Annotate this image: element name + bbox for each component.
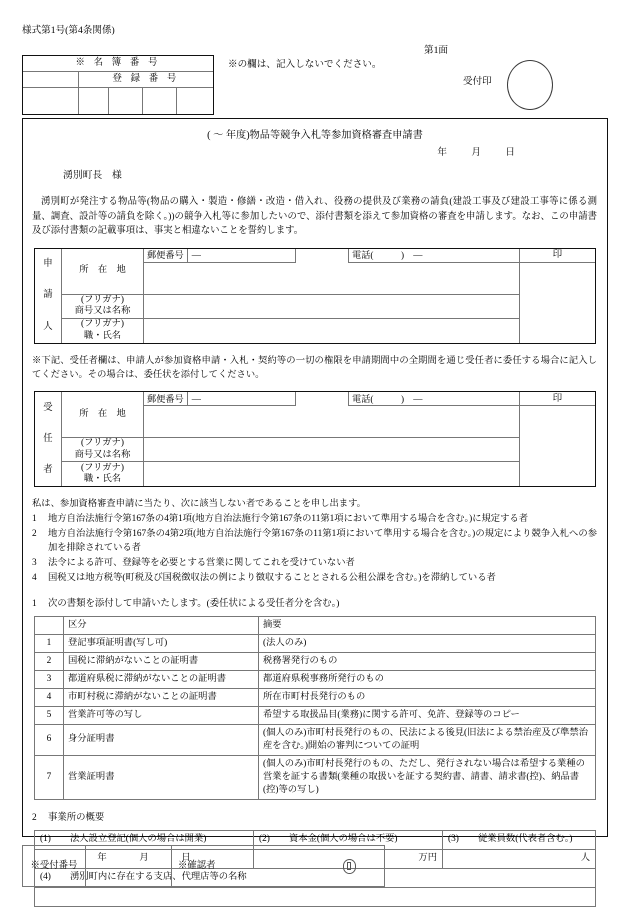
receipt-row: [22, 845, 385, 887]
registry-input-5[interactable]: [177, 88, 213, 114]
delegate-furigana-label-2: (フリガナ): [81, 462, 124, 473]
applicant-address-label: 所 在 地: [62, 249, 143, 295]
business-item2-index: (2): [259, 834, 270, 845]
applicant-postal-input[interactable]: —: [188, 249, 296, 263]
row-kubun: 登記事項証明書(写し可): [64, 634, 259, 652]
delegate-note: ※下記、受任者欄は、申請人が参加資格申請・入札・契約等の一切の権限を申請期間中の全期間を通じ受任者に委任する場合に記入してください。その場合は、委任状を添付してください。: [32, 355, 597, 381]
attachments-heading: [23, 598, 607, 611]
row-no: 3: [35, 670, 64, 688]
form-code: 様式第1号(第4条関係): [22, 25, 115, 36]
business-item3-index: (3): [448, 834, 459, 845]
applicant-vertical-label: [35, 249, 62, 343]
delegate-row-labels: [62, 392, 144, 486]
delegate-seal-column: [520, 392, 595, 486]
business-item1-index: (1): [40, 834, 51, 845]
delegate-furigana-label-1: (フリガナ): [81, 438, 124, 449]
row-no: 5: [35, 706, 64, 724]
clause-number: 3: [32, 558, 37, 569]
no-fill-note: ※の欄は、記入しないでください。: [228, 59, 382, 70]
delegate-postal-box: [144, 392, 296, 406]
business-heading: [23, 812, 607, 825]
clause-number: 2: [32, 529, 37, 540]
applicant-table: [34, 248, 596, 344]
delegate-table: [34, 391, 596, 487]
receipt-stamp-label: 受付印: [463, 76, 492, 87]
row-no: 2: [35, 652, 64, 670]
row-kubun: 営業許可等の写し: [64, 706, 259, 724]
table-row: [35, 634, 596, 652]
addressee: 湧別町長 様: [63, 169, 122, 181]
delegate-company-field[interactable]: [144, 438, 519, 462]
receipt-number-label: ※受付番号: [22, 845, 86, 887]
business-month-label: 月: [139, 853, 149, 864]
business-item3-label-cell: [443, 830, 596, 849]
delegate-name-field[interactable]: [144, 462, 519, 486]
applicant-vlabel-3: 人: [43, 321, 53, 332]
table-row: [35, 724, 596, 755]
delegate-body: [62, 392, 595, 486]
row-tekiyo: 税務署発行のもの: [259, 652, 596, 670]
delegate-tel-box: [348, 392, 520, 406]
attachments-section-title: 次の書類を添付して申請いたします。(委任状による受任者分を含む。): [48, 599, 340, 610]
attachments-section-number: 1: [32, 599, 37, 610]
applicant-seal-label: 印: [520, 249, 595, 263]
seal-icon: [343, 859, 356, 874]
delegate-tel-label[interactable]: 電話( ) —: [348, 392, 520, 406]
delegate-seal-field[interactable]: [520, 406, 595, 486]
declaration-clause: [32, 528, 597, 556]
delegate-company-label-group: [62, 438, 143, 462]
row-kubun: 市町村税に滞納がないことの証明書: [64, 688, 259, 706]
declaration-clause: [32, 572, 597, 586]
row-kubun: 営業証明書: [64, 755, 259, 799]
row-tekiyo: 所在市町村長発行のもの: [259, 688, 596, 706]
delegate-vlabel-2: 任: [43, 434, 53, 445]
confirmer-label: ※確認者: [178, 860, 216, 871]
submission-date-line: [23, 147, 607, 160]
row-no: 7: [35, 755, 64, 799]
registry-input-4[interactable]: [143, 88, 177, 114]
delegate-name-label: 職・氏名: [83, 474, 122, 485]
applicant-tel-label[interactable]: 電話( ) —: [348, 249, 520, 263]
table-row: [35, 670, 596, 688]
registry-input-row: [23, 88, 213, 114]
table-header-row: [35, 616, 596, 634]
row-kubun: 都道府県税に滞納がないことの証明書: [64, 670, 259, 688]
registry-subtitle-row: [23, 72, 213, 88]
business-section-number: 2: [32, 812, 37, 823]
intro-paragraph: 湧別町が発注する物品等(物品の購入・製造・修繕・改造・借入れ、役務の提供及び業務の請負(建設工事及び建設工事等に係る測量、調査、設計等の請負を除く。))の競争入札等に参加したいので、添付書類を添えて参加資格の審査を申請します。なお、この申請書及び添付書類の記載事項は、事実と相違ないことを誓約します。: [32, 196, 597, 237]
registry-input-1[interactable]: [23, 88, 79, 114]
applicant-furigana-label-1: (フリガナ): [81, 294, 124, 305]
clause-text: 国税又は地方税等(町税及び国税徴収法の例により徴収することとされる公租公課を含む。)を滞納している者: [48, 573, 496, 584]
applicant-seal-column: [520, 249, 595, 343]
row-no: 4: [35, 688, 64, 706]
business-item3-label: 従業員数(代表者含む。): [478, 834, 573, 845]
registry-subtitle: 登 録 番 号: [112, 74, 180, 84]
receipt-number-field[interactable]: [86, 845, 172, 887]
registry-input-2[interactable]: [79, 88, 109, 114]
applicant-vlabel-2: 請: [43, 290, 53, 301]
applicant-body: [62, 249, 595, 343]
registry-title: ※ 名 簿 番 号: [75, 58, 161, 68]
row-no: 6: [35, 724, 64, 755]
applicant-seal-field[interactable]: [520, 263, 595, 343]
page-face-label: 第1面: [424, 45, 448, 56]
date-year-label: 年: [437, 146, 447, 158]
business-item3-value[interactable]: [443, 849, 596, 868]
date-day-label: 日: [505, 146, 515, 158]
business-year-label: 年: [97, 853, 107, 864]
business-capital-unit: 万円: [418, 853, 437, 864]
header-no: [35, 616, 64, 634]
attachments-table: [34, 616, 596, 800]
business-day-label: 日: [181, 853, 191, 864]
applicant-tel-box: [348, 249, 520, 263]
applicant-address-field[interactable]: [144, 249, 519, 295]
applicant-company-field[interactable]: [144, 295, 519, 319]
applicant-furigana-label-2: (フリガナ): [81, 319, 124, 330]
delegate-address-label: 所 在 地: [62, 392, 143, 438]
clause-text: 地方自治法施行令第167条の4第2項(地方自治法施行令第167条の11第1項において準用する場合を含む。)の規定により競争入札への参加を排除されている者: [48, 529, 597, 554]
table-row: [35, 706, 596, 724]
delegate-name-label-group: [62, 462, 143, 486]
declaration-clause: [32, 557, 597, 571]
registry-number-table: [22, 55, 214, 115]
delegate-seal-label: 印: [520, 392, 595, 406]
applicant-name-label-group: [62, 319, 143, 343]
row-tekiyo: (個人のみ)市町村長発行のもの、ただし、発行されない場合は希望する業種の営業を証する書類(業種の取扱いを証する契約書、請書、請求書(控)、納品書(控)等の写し): [259, 755, 596, 799]
delegate-vertical-label: [35, 392, 62, 486]
applicant-section: [23, 248, 607, 344]
clause-text: 地方自治法施行令第167条の4第1項(地方自治法施行令第167条の11第1項において準用する場合を含む。)に規定する者: [48, 514, 528, 525]
header-kubun: 区分: [64, 616, 259, 634]
business-item4-value[interactable]: [35, 887, 596, 906]
clause-text: 法令による許可、登録等を必要とする営業に関してこれを受けていない者: [48, 558, 355, 569]
business-employees-unit: 人: [580, 853, 590, 864]
delegate-company-label: 商号又は名称: [74, 449, 131, 460]
registry-input-3[interactable]: [109, 88, 143, 114]
business-item4-label: 湧別町内に存在する支店、代理店等の名称: [70, 872, 247, 883]
registry-blank-head[interactable]: [23, 72, 79, 87]
row-tekiyo: 都道府県税事務所発行のもの: [259, 670, 596, 688]
delegate-address-field[interactable]: [144, 392, 519, 438]
receipt-stamp-circle: [507, 60, 553, 110]
delegate-postal-input[interactable]: —: [188, 392, 296, 406]
row-no: 1: [35, 634, 64, 652]
row-tekiyo: 希望する取扱品目(業務)に関する許可、免許、登録等のコピー: [259, 706, 596, 724]
applicant-vlabel-1: 申: [43, 258, 53, 269]
row-tekiyo: (個人のみ)市町村長発行のもの、民法による後見(旧法による禁治産及び準禁治産を含む。)開始の審判についての証明: [259, 724, 596, 755]
applicant-name-label: 職・氏名: [83, 330, 122, 341]
header-tekiyo: 摘要: [259, 616, 596, 634]
document-title: ( ～ 年度)物品等競争入札等参加資格審査申請書: [207, 130, 423, 141]
business-section-title: 事業所の概要: [48, 812, 105, 823]
table-row: [35, 755, 596, 799]
applicant-name-field[interactable]: [144, 319, 519, 343]
delegate-section: [23, 391, 607, 487]
declaration-block: [23, 498, 607, 586]
row-tekiyo: (法人のみ): [259, 634, 596, 652]
table-row: [35, 652, 596, 670]
declaration-clause: [32, 513, 597, 527]
applicant-row-labels: [62, 249, 144, 343]
applicant-postal-box: [144, 249, 296, 263]
delegate-vlabel-3: 者: [43, 465, 53, 476]
row-kubun: 国税に滞納がないことの証明書: [64, 652, 259, 670]
business-branch-value-row: [35, 887, 596, 906]
declaration-lead: 私は、参加資格審査申請に当たり、次に該当しない者であることを申し出ます。: [32, 499, 366, 510]
delegate-fields: [144, 392, 520, 486]
delegate-vlabel-1: 受: [43, 402, 53, 413]
confirmer-cell[interactable]: [172, 845, 385, 887]
applicant-company-label: 商号又は名称: [74, 306, 131, 317]
clause-number: 4: [32, 573, 37, 584]
applicant-company-label-group: [62, 295, 143, 319]
table-row: [35, 688, 596, 706]
business-item2-label: 資本金(個人の場合は不要): [289, 834, 398, 845]
applicant-postal-label: 郵便番号: [144, 249, 188, 263]
delegate-postal-label: 郵便番号: [144, 392, 188, 406]
date-month-label: 月: [471, 146, 481, 158]
applicant-fields: [144, 249, 520, 343]
business-item4-index: (4): [40, 872, 51, 883]
registry-title-row: [23, 56, 213, 72]
business-item1-label: 法人設立登記(個人の場合は開業): [70, 834, 207, 845]
clause-number: 1: [32, 514, 37, 525]
row-kubun: 身分証明書: [64, 724, 259, 755]
